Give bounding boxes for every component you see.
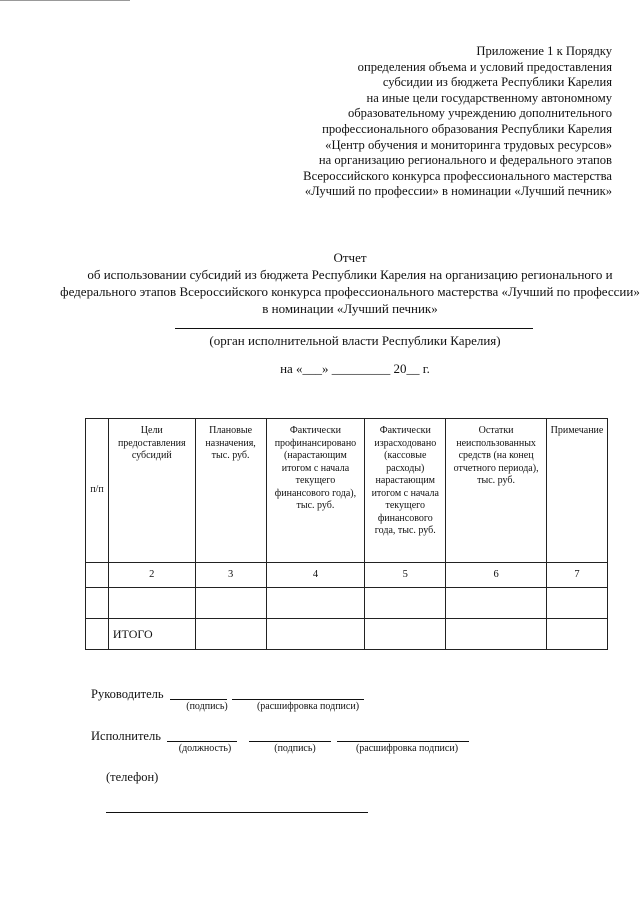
annex-line: Всероссийского конкурса профессионального мастерства [303,168,612,183]
table-cell [546,588,607,619]
number-cell: 7 [546,563,607,588]
annex-line: образовательному учреждению дополнительного [347,106,612,121]
annex-header [192,44,612,200]
annex-line: профессионального образования Республики Карелия [322,121,612,136]
annex-line: «Лучший по профессии» в номинации «Лучший печник» [304,184,612,199]
head-caption-decode: (расшифровка подписи) [256,701,360,712]
number-cell [86,563,109,588]
exec-caption-decode: (расшифровка подписи) [355,743,459,754]
header-cell: Остатки неиспользованных средств (на конец отчетного периода), тыс. руб. [446,419,547,563]
header-cell: Примечание [546,419,607,563]
table-cell [446,619,547,650]
report-date: на «___» _________ 20__ г. [280,361,430,376]
executor-label: Исполнитель [91,729,161,743]
table-cell [266,588,365,619]
table-row [86,588,608,619]
table-cell [86,588,109,619]
head-decode-line [232,699,364,700]
table-cell [266,619,365,650]
header-cell: Цели предоставления субсидий [108,419,195,563]
exec-position-line [167,741,237,742]
report-table [85,418,608,650]
report-subtitle: об использовании субсидий из бюджета Республики Карелия на организацию регионального и федерального этапов Всероссийского конкурса профессионального мастерства «Лучший по профессии» в номинации «Лучший печник» [60,267,640,316]
number-cell: 3 [195,563,266,588]
header-cell: Фактически израсходовано (кассовые расходы) нарастающим итогом с начала текущего финансового года, тыс. руб. [365,419,446,563]
annex-line: на иные цели государственному автономному [366,90,612,105]
head-sign-line [170,699,227,700]
number-cell: 5 [365,563,446,588]
header-cell: п/п [86,419,109,563]
table-cell [86,619,109,650]
phone-line [106,812,368,813]
table-cell [365,619,446,650]
total-row [86,619,608,650]
number-cell: 2 [108,563,195,588]
table-cell [546,619,607,650]
number-cell: 6 [446,563,547,588]
organ-fill-line [175,328,533,329]
report-title: Отчет [333,250,367,265]
table-header-row [86,419,608,563]
total-label: ИТОГО [108,619,195,650]
phone-label: (телефон) [106,770,159,784]
table-cell [195,588,266,619]
exec-decode-line [337,741,469,742]
exec-caption-sign: (подпись) [274,743,316,754]
exec-sign-line [249,741,331,742]
annex-line: субсидии из бюджета Республики Карелия [382,75,612,90]
number-cell: 4 [266,563,365,588]
annex-line: на организацию регионального и федерального этапов [318,153,612,168]
head-caption-sign: (подпись) [186,701,228,712]
header-cell: Плановые назначения, тыс. руб. [195,419,266,563]
table-cell [446,588,547,619]
column-number-row [86,563,608,588]
table-cell [108,588,195,619]
header-cell: Фактически профинансировано (нарастающим итогом с начала текущего финансового года), тыс. руб. [266,419,365,563]
annex-line: определения объема и условий предоставления [357,59,612,74]
annex-line: Приложение 1 к Порядку [476,44,612,58]
exec-caption-position: (должность) [178,743,232,754]
table-cell [195,619,266,650]
head-label: Руководитель [91,687,164,701]
table-cell [365,588,446,619]
organ-caption: (орган исполнительной власти Республики Карелия) [209,333,501,348]
top-corner-line [0,0,130,1]
annex-line: «Центр обучения и мониторинга трудовых ресурсов» [325,137,612,152]
